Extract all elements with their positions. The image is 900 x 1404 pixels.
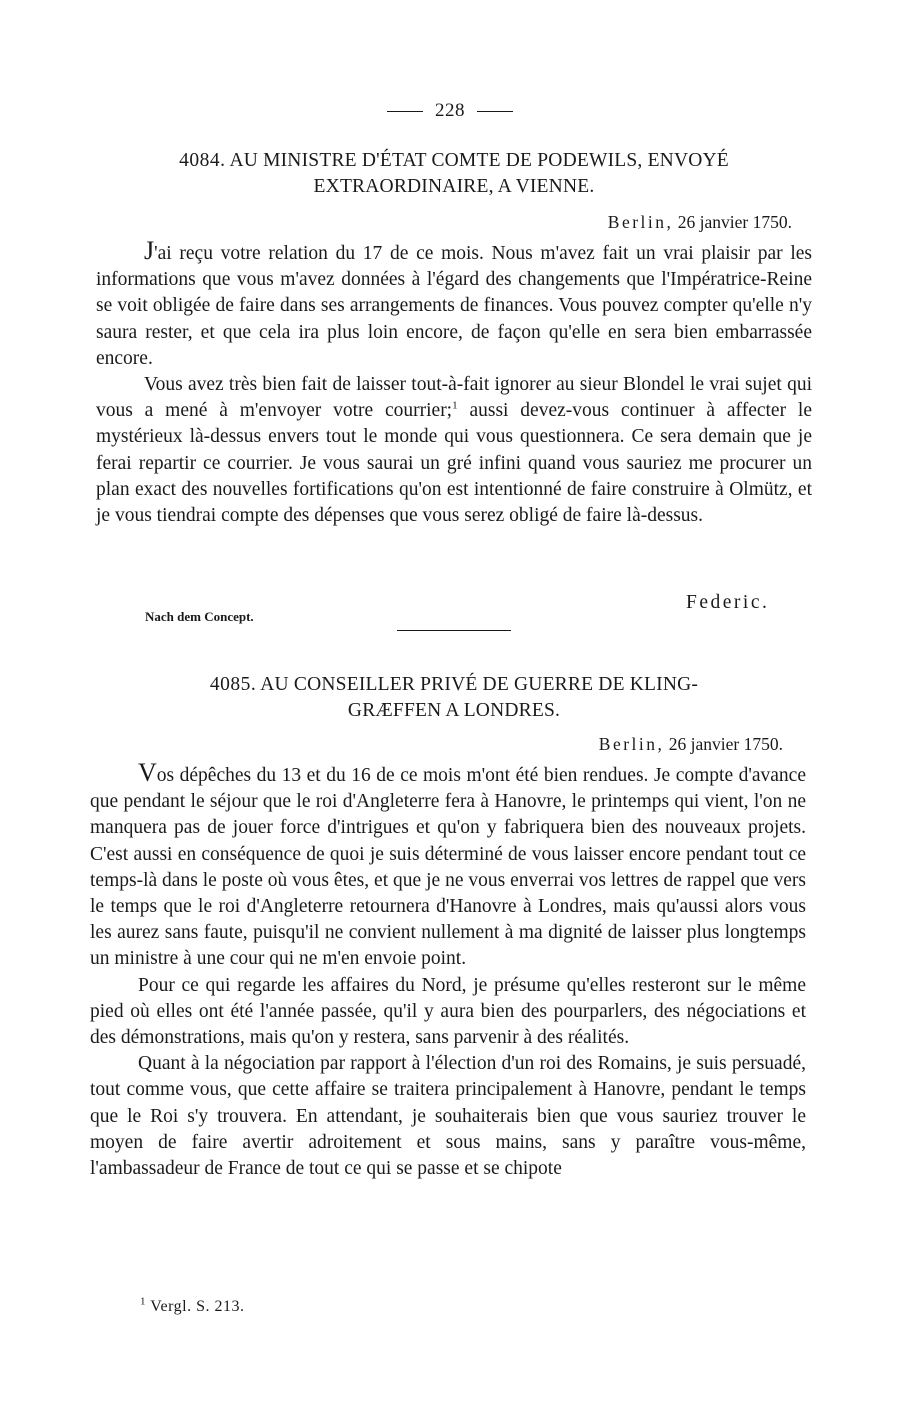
letter-4085-body bbox=[90, 760, 806, 1182]
footnote-reference[interactable]: 1 bbox=[452, 399, 458, 412]
header-dash-left bbox=[387, 111, 423, 112]
date-place: Berlin, bbox=[598, 734, 665, 754]
date-place: Berlin, bbox=[607, 212, 674, 232]
letter-number: 4084. bbox=[179, 150, 226, 171]
footnote-marker: 1 bbox=[140, 1295, 146, 1308]
letter-number: 4085. bbox=[209, 674, 257, 695]
letter-4084-heading bbox=[96, 148, 812, 200]
section-divider bbox=[397, 630, 511, 631]
signature: Federic. bbox=[686, 592, 770, 613]
paragraph: Quant à la négociation par rapport à l'élection d'un roi des Romains, je suis persuadé, tout comme vous, que cette affaire se traitera principalement à Hanovre, pendant le temps que le Roi s'y trouvera. En attendant, je souhaiterais bien que vous sauriez trouver le moyen de faire avertir adroitement et sous mains, sans y paraître vous-même, l'ambassadeur de France de tout ce qui se passe et se chipote bbox=[90, 1053, 806, 1180]
paragraph: Vous avez très bien fait de laisser tout-à-fait ignorer au sieur Blondel le vrai sujet qui vous a mené à m'envoyer votre courrier;$^1$ aussi devez-vous continuer à affecter le mystérieux là-dessus envers tout le monde qui vous questionnera. Ce sera demain que je ferai repartir ce courrier. Je vous saurai un gré infini quand vous sauriez me procurer un plan exact des nouvelles fortifications qu'on est intentionné de faire construire à Olmütz, et je vous tiendrai compte des dépenses que vous serez obligé de faire là-dessus. bbox=[96, 374, 812, 527]
date: 26 janvier 1750. bbox=[668, 734, 783, 754]
source-note: Nach dem Concept. bbox=[145, 609, 254, 624]
heading-line-2: EXTRAORDINAIRE, A VIENNE. bbox=[313, 176, 595, 197]
drop-cap: J bbox=[144, 236, 155, 265]
drop-cap: V bbox=[138, 758, 157, 787]
paragraph: J'ai reçu votre relation du 17 de ce mois. Nous m'avez fait un vrai plaisir par les informations que vous m'avez données à l'égard des changements que l'Impératrice-Reine se voit obligée de faire dans ses arrangements de finances. Vous pouvez compter qu'elle n'y saura rester, et que cela ira plus loin encore, de façon qu'elle en sera bien embarrassée encore. bbox=[96, 236, 812, 369]
letter-4084-dateline bbox=[96, 212, 792, 233]
letter-4085-heading bbox=[96, 672, 812, 724]
letter-4085-dateline bbox=[96, 734, 783, 755]
heading-line-1: 4084. AU MINISTRE D'ÉTAT COMTE DE PODEWILS, ENVOYÉ bbox=[179, 150, 729, 171]
paragraph: Vos dépêches du 13 et du 16 de ce mois m'ont été bien rendues. Je compte d'avance que pendant le séjour que le roi d'Angleterre fera à Hanovre, le printemps qui vient, l'on ne manquera pas de jouer force d'intrigues et qu'on y fabriquera bien des nouveaux projets. C'est aussi en conséquence de quoi je suis déterminé de vous laisser encore pendant tout ce temps-là dans le poste où vous êtes, et que je ne vous enverrai vos lettres de rappel que vers le temps que le roi d'Angleterre retournera d'Hanovre à Londres, mais qu'aussi alors vous les aurez sans faute, puisqu'il ne convient nullement à ma dignité de laisser plus longtemps un ministre à une cour qui ne m'en envoie point. bbox=[90, 758, 806, 970]
heading-line-1: 4085. AU CONSEILLER PRIVÉ DE GUERRE DE KLING- bbox=[209, 674, 699, 695]
footnote-text: Vergl. S. 213. bbox=[150, 1298, 245, 1315]
heading-line-2: GRÆFFEN A LONDRES. bbox=[347, 700, 561, 721]
paragraph: Pour ce qui regarde les affaires du Nord, je présume qu'elles resteront sur le même pied où elles ont été l'année passée, qu'il y aura bien des pourparlers, des négociations et des démonstrations, mais qu'on y restera, sans parvenir à des réalités. bbox=[90, 974, 806, 1049]
page-number: 228 bbox=[435, 100, 465, 121]
header-dash-right bbox=[477, 111, 513, 112]
letter-4084-body bbox=[96, 238, 812, 529]
page-header bbox=[0, 100, 900, 122]
footnote bbox=[140, 1295, 245, 1316]
date: 26 janvier 1750. bbox=[677, 212, 792, 232]
